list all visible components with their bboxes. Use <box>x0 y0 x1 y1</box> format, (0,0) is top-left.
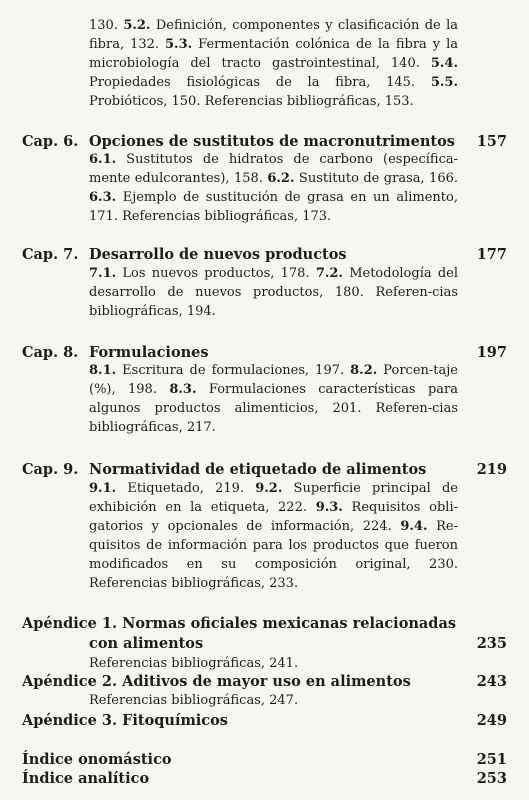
appendix-1-heading <box>22 614 507 654</box>
appendix-title: Apéndice 2. Aditivos de mayor uso en alimentos <box>22 673 411 690</box>
chapter-title: Normatividad de etiquetado de alimentos <box>89 461 427 478</box>
chapter-page: 177 <box>476 246 507 263</box>
chapter-7-heading <box>22 245 507 265</box>
appendix-title-continuation: con alimentos <box>89 635 204 652</box>
index-analitico-heading <box>22 769 507 789</box>
index-onomastico-heading <box>22 750 507 770</box>
chapter-number: Cap. 6. <box>22 133 79 150</box>
chapter-7-sections: 7.1. Los nuevos productos, 178. 7.2. Metodología del desarrollo de nuevos productos, 180. Referen-cias bibliográficas, 194. <box>89 266 458 319</box>
chapter-title: Opciones de sustitutos de macronutrimentos <box>89 133 455 150</box>
chapter-page: 219 <box>476 461 507 478</box>
index-title: Índice analítico <box>22 770 150 787</box>
chapter-page: 157 <box>476 133 507 150</box>
chapter-6-heading <box>22 132 507 152</box>
chapter-5-continuation: 130. 5.2. Definición, componentes y clasificación de la fibra, 132. 5.3. Fermentación colónica de la fibra y la microbiología del tracto gastrointestinal, 140. 5.4. Propiedades fisiológicas de la fibra, 145. 5.5. Probióticos, 150. Referencias bibliográficas, 153. <box>89 18 458 109</box>
appendix-page: 235 <box>476 635 507 652</box>
chapter-6-sections: 6.1. Sustitutos de hidratos de carbono (específica-mente edulcorantes), 158. 6.2. Sustituto de grasa, 166. 6.3. Ejemplo de sustitución de grasa en un alimento, 171. Referencias bibliográficas, 173. <box>89 152 459 224</box>
chapter-8-heading <box>22 343 507 363</box>
appendix-title: Apéndice 3. Fitoquímicos <box>22 712 228 729</box>
appendix-2-heading <box>22 672 507 692</box>
appendix-3-heading <box>22 711 507 731</box>
chapter-title: Desarrollo de nuevos productos <box>89 246 347 263</box>
chapter-9-sections: 9.1. Etiquetado, 219. 9.2. Superficie principal de exhibición en la etiqueta, 222. 9.3. Requisitos obli-gatorios y opcionales de información, 224. 9.4. Re-quisitos de información para los productos que fueron modificados en su composición original, 230. Referencias bibliográficas, 233. <box>89 481 458 591</box>
appendix-2-references: Referencias bibliográficas, 247. <box>89 693 299 708</box>
chapter-number: Cap. 7. <box>22 246 79 263</box>
appendix-page: 243 <box>476 673 507 690</box>
chapter-number: Cap. 8. <box>22 344 79 361</box>
chapter-page: 197 <box>476 344 507 361</box>
appendix-page: 249 <box>476 712 507 729</box>
appendix-title: Apéndice 1. Normas oficiales mexicanas relacionadas <box>22 615 457 632</box>
chapter-title: Formulaciones <box>89 344 209 361</box>
index-page: 253 <box>476 770 507 787</box>
chapter-9-heading <box>22 460 507 480</box>
appendix-1-references: Referencias bibliográficas, 241. <box>89 656 299 671</box>
index-title: Índice onomástico <box>22 751 172 768</box>
index-page: 251 <box>476 751 507 768</box>
chapter-8-sections: 8.1. Escritura de formulaciones, 197. 8.2. Porcen-taje (%), 198. 8.3. Formulaciones características para algunos productos alimenticios, 201. Referen-cias bibliográficas, 217. <box>89 363 459 435</box>
chapter-number: Cap. 9. <box>22 461 79 478</box>
